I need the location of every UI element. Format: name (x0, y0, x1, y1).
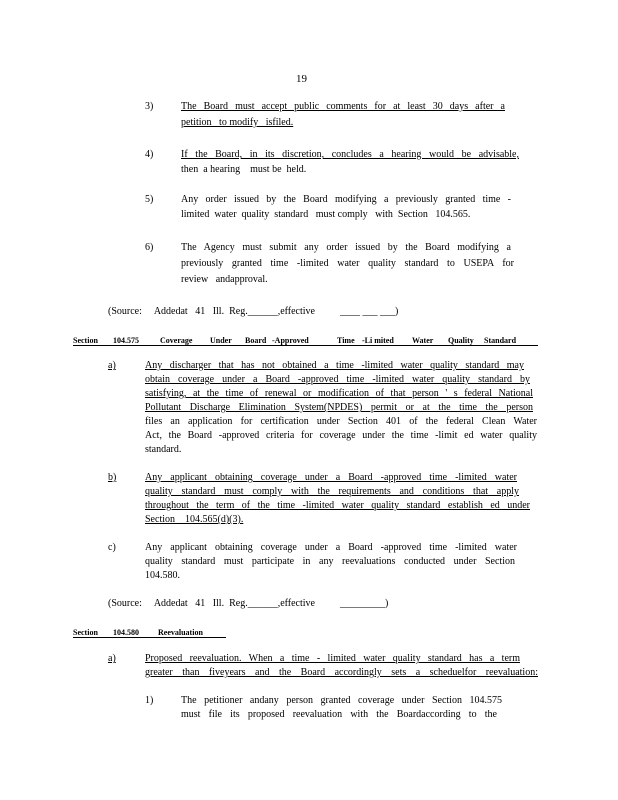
section-title-word: -Li mited (362, 336, 394, 345)
item-line: quality standard must comply with the requirements and conditions that apply (145, 486, 519, 497)
item-line: quality standard must participate in any reevaluations conducted under Section (145, 556, 515, 567)
section-title-word: Water (412, 336, 434, 345)
item-line: The Agency must submit any order issued by the Board modifying a (181, 242, 511, 253)
item-number: 5) (145, 194, 154, 205)
item-line: If the Board, in its discretion, concludes a hearing would be advisable, (181, 149, 519, 160)
item-line: files an application for certification under Section 401 of the federal Clean Water (145, 416, 537, 427)
item-line: Any applicant obtaining coverage under a Board -approved time -limited water (145, 542, 517, 553)
item-number: a) (108, 360, 116, 371)
item-line: The petitioner andany person granted coverage under Section 104.575 (181, 695, 502, 706)
item-line: petition to modify isfiled. (181, 117, 294, 128)
section-title: Reevaluation (158, 628, 203, 637)
section-label: Section (73, 628, 98, 637)
item-number: 4) (145, 149, 154, 160)
section-title-word: -Approved (272, 336, 309, 345)
item-line: Any applicant obtaining coverage under a Board -approved time -limited water (145, 472, 517, 483)
section-underline (73, 637, 226, 638)
item-line: Any discharger that has not obtained a time -limited water quality standard may (145, 360, 524, 371)
section-title-word: Time (337, 336, 355, 345)
item-line: review andapproval. (181, 274, 268, 285)
section-label: Section (73, 336, 98, 345)
item-line: Act, the Board -approved criteria for coverage under the time -limit ed water quality (145, 430, 537, 441)
item-line: Pollutant Discharge Elimination System(NPDES) permit or at the time the person (145, 402, 533, 413)
item-line: then a hearing must be held. (181, 164, 307, 175)
section-number: 104.580 (113, 628, 139, 637)
item-line: obtain coverage under a Board -approved time -limited water quality standard by (145, 374, 530, 385)
source-note: (Source: Addedat 41 Ill. Reg.______,effective ____ ___ ___) (108, 306, 399, 317)
section-number: 104.575 (113, 336, 139, 345)
item-number: 3) (145, 101, 154, 112)
item-line: throughout the term of the time -limited water quality standard establish ed under (145, 500, 530, 511)
item-line: satisfying, at the time of renewal or modification of that person ' s federal National (145, 388, 533, 399)
item-number: a) (108, 653, 116, 664)
item-number: 6) (145, 242, 154, 253)
source-note: (Source: Addedat 41 Ill. Reg.______,effective _________) (108, 598, 389, 609)
section-title-word: Under (210, 336, 232, 345)
item-line: limited water quality standard must comply with Section 104.565. (181, 209, 471, 220)
section-underline (73, 345, 538, 346)
item-line: previously granted time -limited water quality standard to USEPA for (181, 258, 514, 269)
item-line: The Board must accept public comments for at least 30 days after a (181, 101, 505, 112)
item-line: must file its proposed reevaluation with the Boardaccording to the (181, 709, 497, 720)
item-line: Proposed reevaluation. When a time - limited water quality standard has a term (145, 653, 520, 664)
section-title-word: Standard (484, 336, 517, 345)
item-number: 1) (145, 695, 154, 706)
item-number: c) (108, 542, 116, 553)
page-number: 19 (296, 73, 307, 85)
item-number: b) (108, 472, 117, 483)
item-line: standard. (145, 444, 182, 455)
section-title-word: Board (245, 336, 267, 345)
item-line: Section 104.565(d)(3). (145, 514, 244, 525)
section-title-word: Coverage (160, 336, 193, 345)
item-line: greater than fiveyears and the Board accordingly sets a scheduelfor reevaluation: (145, 667, 538, 678)
section-title-word: Quality (448, 336, 474, 345)
item-line: Any order issued by the Board modifying a previously granted time - (181, 194, 511, 205)
item-line: 104.580. (145, 570, 180, 581)
